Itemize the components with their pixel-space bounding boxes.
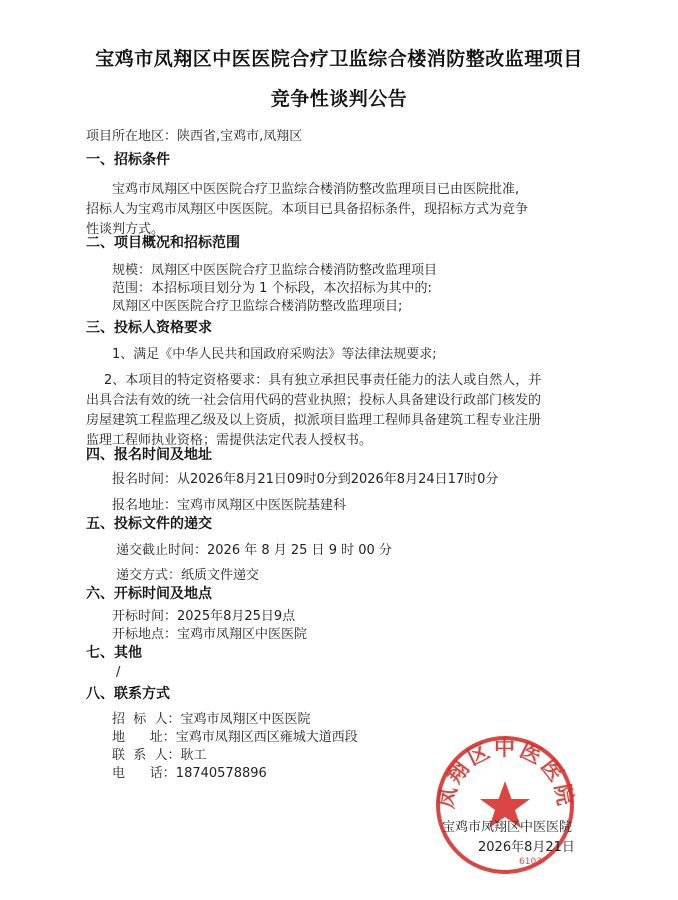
section-3-req-2-line-3: 房屋建筑工程监理乙级及以上资质，拟派项目监理工程师具备建筑工程专业注册 <box>86 413 542 428</box>
section-2-item: 凤翔区中医医院合疗卫监综合楼消防整改监理项目; <box>112 299 403 314</box>
section-3-req-2-line-1: 2、本项目的特定资格要求：具有独立承担民事责任能力的法人或自然人，并 <box>104 373 542 388</box>
section-2-heading: 二、项目概况和招标范围 <box>86 235 240 251</box>
registration-address: 报名地址：宝鸡市凤翔区中医医院基建科 <box>112 498 347 513</box>
signature-date: 2026年8月21日 <box>478 840 575 855</box>
contact-address: 地 址：宝鸡市凤翔区西区雍城大道西段 <box>112 730 358 745</box>
section-1-heading: 一、招标条件 <box>86 152 170 168</box>
section-2-scope: 范围：本招标项目划分为 1 个标段，本次招标为其中的: <box>112 281 432 296</box>
section-1-text-2: 招标人为宝鸡市凤翔区中医医院。本项目已具备招标条件，现招标方式为竞争 <box>86 202 529 217</box>
bid-opening-time: 开标时间：2025年8月25日9点 <box>112 609 296 624</box>
section-3-req-2-line-4: 监理工程师执业资格；需提供法定代表人授权书。 <box>86 433 373 448</box>
section-4-heading: 四、报名时间及地址 <box>86 447 212 463</box>
contact-tenderer: 招 标 人：宝鸡市凤翔区中医医院 <box>112 712 311 727</box>
section-3-req-1: 1、满足《中华人民共和国政府采购法》等法律法规要求; <box>112 347 437 362</box>
title-line-2: 竞争性谈判公告 <box>270 88 408 110</box>
section-8-heading: 八、联系方式 <box>86 686 170 702</box>
title-line-1: 宝鸡市凤翔区中医医院合疗卫监综合楼消防整改监理项目 <box>95 48 583 70</box>
submission-deadline: 递交截止时间：2026 年 8 月 25 日 9 时 00 分 <box>116 543 392 558</box>
section-3-heading: 三、投标人资格要求 <box>86 320 212 336</box>
section-1-text-1: 宝鸡市凤翔区中医医院合疗卫监综合楼消防整改监理项目已由医院批准, <box>112 182 520 197</box>
bid-opening-place: 开标地点：宝鸡市凤翔区中医医院 <box>112 627 308 642</box>
official-seal <box>433 733 578 878</box>
contact-phone: 电 话：18740578896 <box>112 766 267 781</box>
submission-method: 递交方式：纸质文件递交 <box>116 568 260 583</box>
seal-arc-text: 凤翔区中医医院 <box>434 735 578 811</box>
section-7-content: / <box>116 665 121 680</box>
contact-person: 联 系 人：耿工 <box>112 748 207 763</box>
registration-time: 报名时间：从2026年8月21日09时0分到2026年8月24日17时0分 <box>112 472 499 487</box>
section-5-heading: 五、投标文件的递交 <box>86 516 212 532</box>
section-6-heading: 六、开标时间及地点 <box>86 586 212 602</box>
signature-org: 宝鸡市凤翔区中医医院 <box>442 820 573 835</box>
project-region: 项目所在地区：陕西省,宝鸡市,凤翔区 <box>86 129 303 144</box>
section-1-text-3: 性谈判方式。 <box>86 222 165 237</box>
section-7-heading: 七、其他 <box>86 645 142 661</box>
seal-number: 6103 <box>519 857 542 867</box>
section-3-req-2-line-2: 出具合法有效的统一社会信用代码的营业执照；投标人具备建设行政部门核发的 <box>86 393 542 408</box>
section-2-scale: 规模：凤翔区中医医院合疗卫监综合楼消防整改监理项目 <box>112 263 438 278</box>
